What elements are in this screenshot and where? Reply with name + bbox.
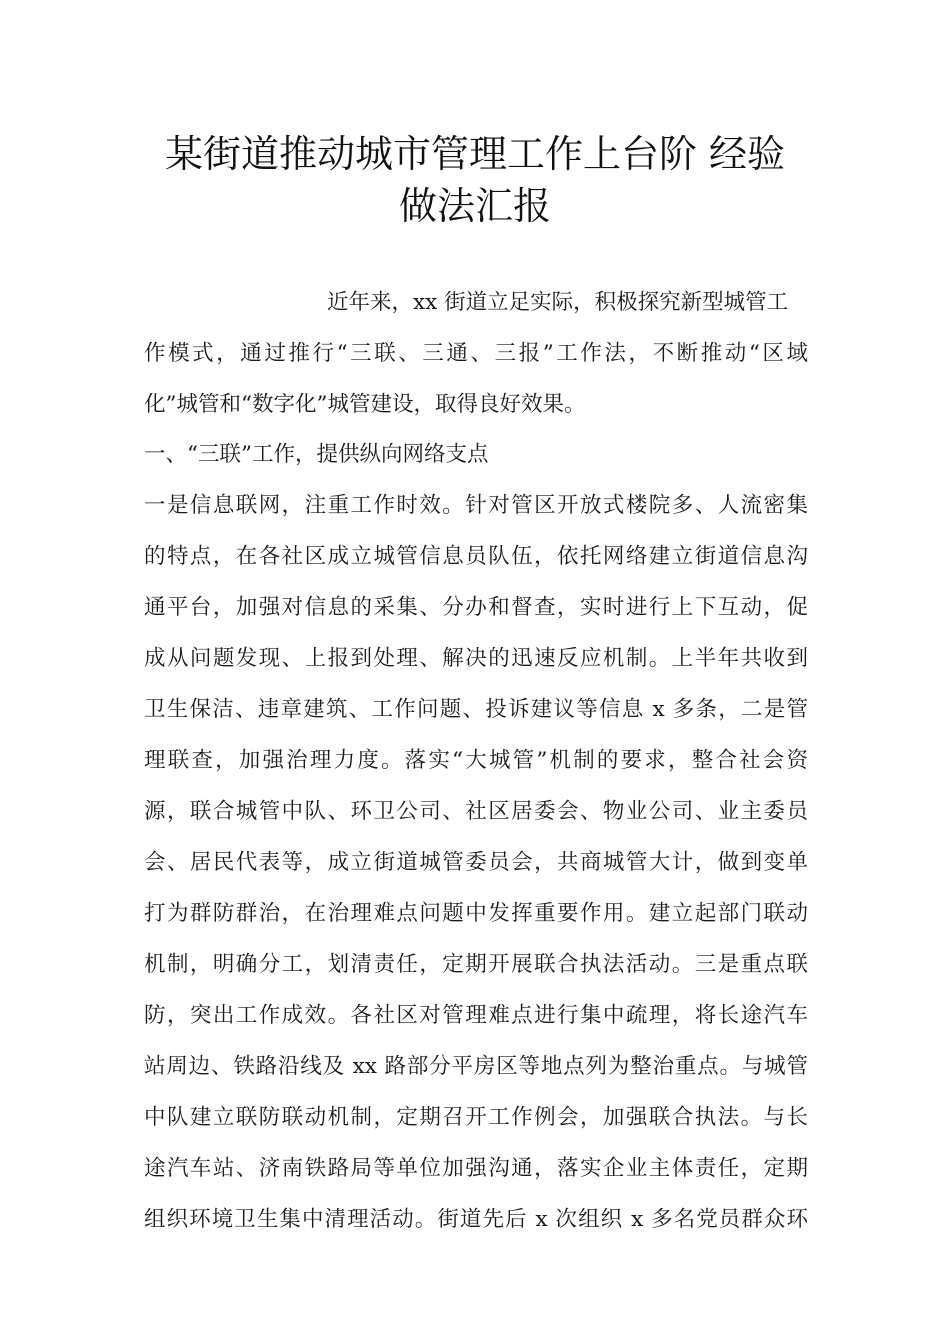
paragraph-line: 机制，明确分工，划清责任，定期开展联合执法活动。三是重点联 bbox=[144, 952, 808, 977]
paragraph-line: 站周边、铁路沿线及 xx 路部分平房区等地点列为整治重点。与城管 bbox=[144, 1054, 808, 1079]
paragraph-line: 通平台，加强对信息的采集、分办和督查，实时进行上下互动，促 bbox=[144, 595, 808, 620]
paragraph-line: 中队建立联防联动机制，定期召开工作例会，加强联合执法。与长 bbox=[144, 1105, 808, 1130]
intro-line-1-text: 近年来，xx 街道立足实际，积极探究新型城管工 bbox=[327, 290, 789, 315]
paragraph-line: 防，突出工作成效。各社区对管理难点进行集中疏理，将长途汽车 bbox=[144, 1003, 808, 1028]
paragraph-line: 卫生保洁、违章建筑、工作问题、投诉建议等信息 x 多条，二是管 bbox=[144, 697, 808, 722]
intro-line-2: 作模式，通过推行“三联、三通、三报”工作法，不断推动“区域 bbox=[144, 341, 808, 366]
paragraph-line: 打为群防群治，在治理难点问题中发挥重要作用。建立起部门联动 bbox=[144, 901, 808, 926]
paragraph-line: 组织环境卫生集中清理活动。街道先后 x 次组织 x 多名党员群众环 bbox=[144, 1207, 808, 1232]
paragraph-line: 理联查，加强治理力度。落实“大城管”机制的要求，整合社会资 bbox=[144, 748, 808, 773]
intro-line-1 bbox=[144, 277, 808, 328]
paragraph-line: 的特点，在各社区成立城管信息员队伍，依托网络建立街道信息沟 bbox=[144, 544, 808, 569]
intro-paragraph bbox=[144, 277, 808, 430]
section-heading bbox=[144, 429, 808, 480]
paragraph-line: 成从问题发现、上报到处理、解决的迅速反应机制。上半年共收到 bbox=[144, 646, 808, 671]
paragraph-line: 会、居民代表等，成立街道城管委员会，共商城管大计，做到变单 bbox=[144, 850, 808, 875]
paragraph-line: 源，联合城管中队、环卫公司、社区居委会、物业公司、业主委员 bbox=[144, 799, 808, 824]
paragraph-line: 一是信息联网，注重工作时效。针对管区开放式楼院多、人流密集 bbox=[144, 493, 808, 518]
body-paragraph bbox=[144, 480, 808, 1245]
document-title bbox=[100, 128, 850, 232]
title-line-2: 做法汇报 bbox=[398, 184, 551, 228]
section-heading-text: 一、“三联”工作，提供纵向网络支点 bbox=[144, 442, 489, 467]
title-line-1: 某街道推动城市管理工作上台阶 经验 bbox=[164, 132, 786, 176]
intro-line-3: 化”城管和“数字化”城管建设，取得良好效果。 bbox=[144, 392, 586, 417]
paragraph-line: 途汽车站、济南铁路局等单位加强沟通，落实企业主体责任，定期 bbox=[144, 1156, 808, 1181]
